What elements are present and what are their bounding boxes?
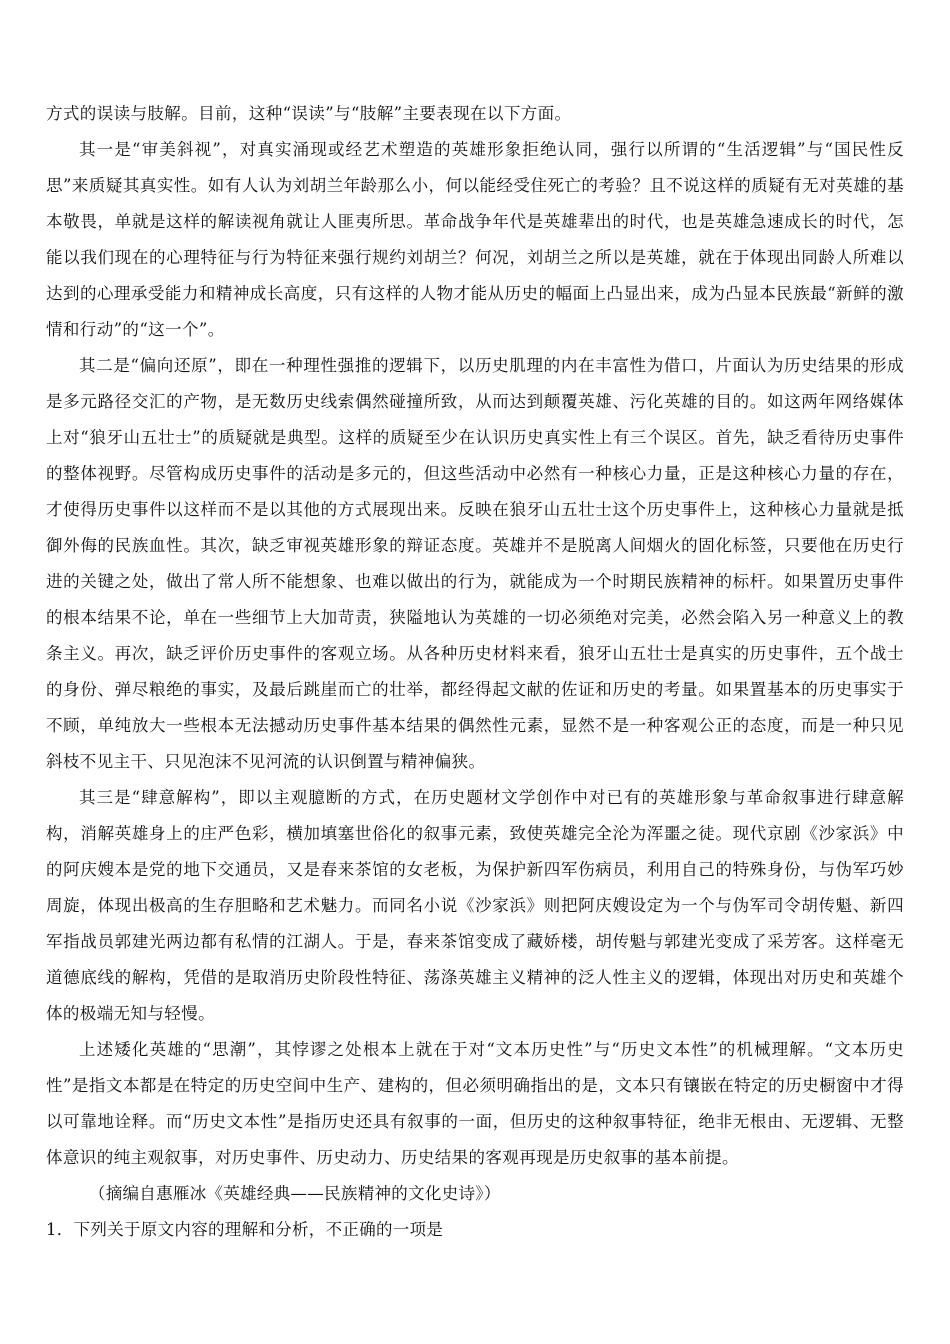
paragraph-biased-restoration: 其二是“偏向还原”，即在一种理性强推的逻辑下，以历史肌理的内在丰富性为借口，片面认为历史结果的形成是多元路径交汇的产物，是无数历史线索偶然碰撞所致，从而达到颠覆英雄、污化英雄的目的。如这两年网络媒体上对“狼牙山五壮士”的质疑就是典型。这样的质疑至少在认识历史真实性上有三个误区。首先，缺乏看待历史事件的整体视野。尽管构成历史事件的活动是多元的，但这些活动中必然有一种核心力量，正是这种核心力量的存在，才使得历史事件以这样而不是以其他的方式展现出来。反映在狼牙山五壮士这个历史事件上，这种核心力量就是抵御外侮的民族血性。其次，缺乏审视英雄形象的辩证态度。英雄并不是脱离人间烟火的固化标签，只要他在历史行进的关键之处，做出了常人所不能想象、也难以做出的行为，就能成为一个时期民族精神的标杆。如果置历史事件的根本结果不论，单在一些细节上大加苛责，狭隘地认为英雄的一切必须绝对完美，必然会陷入另一种意义上的教条主义。再次，缺乏评价历史事件的客观立场。从各种历史材料来看，狼牙山五壮士是真实的历史事件，五个战士的身份、弹尽粮绝的事实，及最后跳崖而亡的壮举，都经得起文献的佐证和历史的考量。如果置基本的历史事实于不顾，单纯放大一些根本无法撼动历史事件基本结果的偶然性元素，显然不是一种客观公正的态度，而是一种只见斜枝不见主干、只见泡沫不见河流的认识倒置与精神偏狭。: [46, 356, 904, 771]
paragraph-aesthetic-squint: 其一是“审美斜视”，对真实涌现或经艺术塑造的英雄形象拒绝认同，强行以所谓的“生活逻辑”与“国民性反思”来质疑其真实性。如有人认为刘胡兰年龄那么小，何以能经受住死亡的考验？且不说这样的质疑有无对英雄的基本敬畏，单就是这样的解读视角就让人匪夷所思。革命战争年代是英雄辈出的时代，也是英雄急速成长的时代，怎能以我们现在的心理特征与行为特征来强行规约刘胡兰？何况，刘胡兰之所以是英雄，就在于体现出同龄人所难以达到的心理承受能力和精神成长高度，只有这样的人物才能从历史的幅面上凸显出来，成为凸显本民族最“新鲜的激情和行动”的“这一个”。: [46, 140, 904, 339]
paragraph-wanton-deconstruction: 其三是“肆意解构”，即以主观臆断的方式，在历史题材文学创作中对已有的英雄形象与革命叙事进行肆意解构，消解英雄身上的庄严色彩，横加填塞世俗化的叙事元素，致使英雄完全沦为浑噩之徒。现代京剧《沙家浜》中的阿庆嫂本是党的地下交通员，又是春来茶馆的女老板，为保护新四军伤病员，利用自己的特殊身份，与伪军巧妙周旋，体现出极高的生存胆略和艺术魅力。而同名小说《沙家浜》则把阿庆嫂设定为一个与伪军司令胡传魁、新四军指战员郭建光两边都有私情的江湖人。于是，春来茶馆变成了藏娇楼，胡传魁与郭建光变成了采芳客。这样毫无道德底线的解构，凭借的是取消历史阶段性特征、荡涤英雄主义精神的泛人性主义的逻辑，体现出对历史和英雄个体的极端无知与轻慢。: [46, 788, 904, 1023]
paragraph-conclusion: 上述矮化英雄的“思潮”，其悖谬之处根本上就在于对“文本历史性”与“历史文本性”的机械理解。“文本历史性”是指文本都是在特定的历史空间中生产、建构的，但必须明确指出的是，文本只有镶嵌在特定的历史橱窗中才得以可靠地诠释。而“历史文本性”是指历史还具有叙事的一面，但历史的这种叙事特征，绝非无根由、无逻辑、无整体意识的纯主观叙事，对历史事件、历史动力、历史结果的客观再现是历史叙事的基本前提。: [46, 1040, 904, 1167]
source-citation: （摘编自惠雁冰《英雄经典——民族精神的文化史诗》）: [88, 1184, 501, 1203]
paragraph-continuation: 方式的误读与肢解。目前，这种“误读”与“肢解”主要表现在以下方面。: [46, 104, 572, 123]
question-1: 1．下列关于原文内容的理解和分析，不正确的一项是: [46, 1220, 444, 1239]
document-page: [46, 96, 904, 1248]
